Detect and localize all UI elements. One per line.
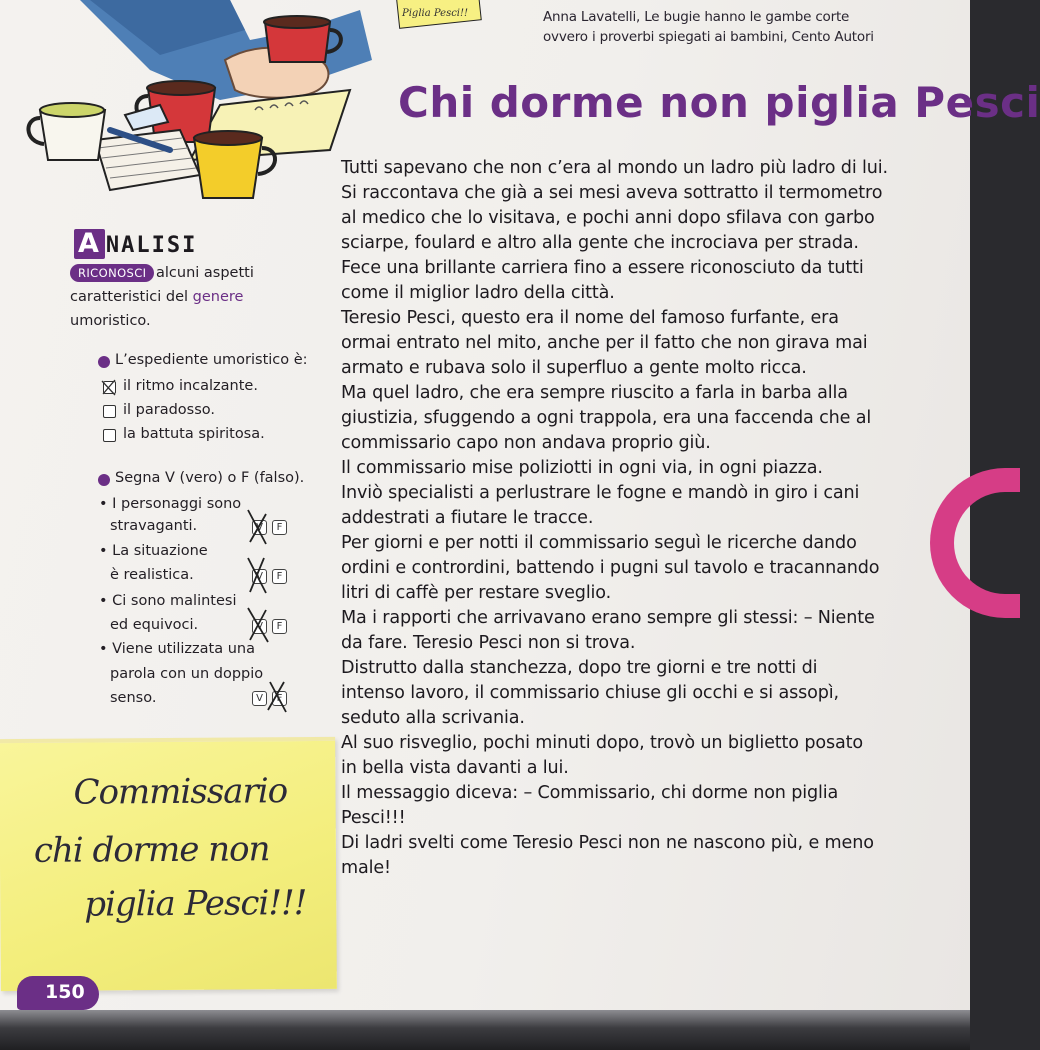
story-line: Si raccontava che già a sei mesi aveva sottratto il termometro [341,183,883,203]
story-line: Al suo risveglio, pochi minuti dopo, trovò un biglietto posato [341,733,863,753]
analysis-intro [70,289,243,305]
option-label: la battuta spiritosa. [123,426,265,442]
option-checkbox[interactable] [103,429,116,442]
story-line: Tutti sapevano che non c’era al mondo un ladro più ladro di lui. [341,158,888,178]
page-bottom-shadow [0,1010,970,1050]
option-checkbox[interactable] [103,381,116,394]
story-line: al medico che lo visitava, e pochi anni dopo sfilava con garbo [341,208,875,228]
question-1: L’espediente umoristico è: [115,352,308,368]
option-checkbox[interactable] [103,405,116,418]
note-line: piglia Pesci!!! [84,883,307,925]
story-line: ordini e contrordini, battendo i pugni sul tavolo e tracannando [341,558,880,578]
story-line: Il commissario mise poliziotti in ogni via, in ogni piazza. [341,458,823,478]
question-bullet-icon [98,356,110,368]
check-mark-icon [101,379,114,392]
paper-stack [95,130,200,190]
story-title: Chi dorme non piglia Pesci [398,78,1040,127]
analysis-intro: alcuni aspetti [156,265,254,281]
analysis-intro: umoristico. [70,313,151,329]
option-label: il paradosso. [123,402,216,418]
story-line: Inviò specialisti a perlustrare le fogne e mandò in giro i cani [341,483,860,503]
analysis-intro-text: caratteristici del [70,289,189,305]
story-line: in bella vista davanti a lui. [341,758,569,778]
answer-marks [240,500,300,715]
story-line: armato e rubava solo il superfluo a gente molto ricca. [341,358,807,378]
cross-mark-icon [268,682,286,712]
statement-text: Ci sono malintesi [112,593,237,609]
analysis-heading-rest: NALISI [105,233,198,258]
edge-decoration [930,468,1020,618]
question-bullet-icon [98,474,110,486]
statement-text: Viene utilizzata una [112,641,255,657]
story-line: giustizia, sfuggendo a ogni trappola, era una faccenda che al [341,408,872,428]
story-line: come il miglior ladro della città. [341,283,615,303]
story-line: seduto alla scrivania. [341,708,525,728]
story-line: addestrati a fiutare le tracce. [341,508,594,528]
question-2: Segna V (vero) o F (falso). [115,470,305,486]
story-line: ormai entrato nel mito, anche per il fatto che non girava mai [341,333,868,353]
statement-line: • I personaggi sono [99,496,242,512]
statement-line: • La situazione [99,543,208,559]
sticky-note [0,737,337,991]
f-box[interactable]: F [272,569,287,584]
story-line: litri di caffè per restare sveglio. [341,583,612,603]
statement-text: La situazione [112,543,208,559]
book-subtitle: ovvero i proverbi spiegati ai bambini, Cento Autori [543,29,874,45]
story-line: Ma i rapporti che arrivavano erano sempre gli stessi: – Niente [341,608,875,628]
story-line: Fece una brillante carriera fino a essere riconosciuto da tutti [341,258,864,278]
story-line: Di ladri svelti come Teresio Pesci non ne nascono più, e meno [341,833,874,853]
option-label: il ritmo incalzante. [123,378,258,394]
v-box[interactable]: V [252,619,267,634]
story-line: da fare. Teresio Pesci non si trova. [341,633,636,653]
analysis-heading [74,229,197,259]
story-line: Distrutto dalla stanchezza, dopo tre giorni e tre notti di [341,658,818,678]
cross-mark-icon [248,608,268,642]
f-box[interactable]: F [272,619,287,634]
v-box[interactable]: V [252,691,267,706]
story-line: male! [341,858,391,878]
note-line: Commissario [73,771,288,813]
statement-line: • Ci sono malintesi [99,593,237,609]
story-line: Per giorni e per notti il commissario seguì le ricerche dando [341,533,857,553]
story-line: intenso lavoro, il commissario chiuse gli occhi e si assopì, [341,683,839,703]
cup-white-left [28,103,105,160]
statement-text: I personaggi sono [112,496,242,512]
f-box[interactable]: F [272,691,287,706]
riconosci-badge: RICONOSCI [70,264,154,282]
page-number: 150 [17,976,99,1010]
v-box[interactable]: V [252,520,267,535]
note-line: chi dorme non [33,829,270,871]
statement-line: • Viene utilizzata una [99,641,255,657]
statement-line: è realistica. [110,567,194,583]
genre-highlight: genere [192,289,244,305]
cross-mark-icon [248,558,266,593]
statement-line: parola con un doppio [110,666,264,682]
statement-line: senso. [110,690,157,706]
story-line: commissario capo non andava proprio giù. [341,433,711,453]
v-box[interactable]: V [252,569,267,584]
author-credit: Anna Lavatelli, Le bugie hanno le gambe corte [543,9,850,25]
story-line: Pesci!!! [341,808,406,828]
story-line: sciarpe, foulard e altro alla gente che incrociava per strada. [341,233,859,253]
statement-line: ed equivoci. [110,617,199,633]
story-line: Il messaggio diceva: – Commissario, chi dorme non piglia [341,783,839,803]
f-box[interactable]: F [272,520,287,535]
analysis-initial: A [74,229,105,259]
cross-mark-icon [248,510,266,544]
story-line: Ma quel ladro, che era sempre riuscito a farla in barba alla [341,383,848,403]
coffee-cups-illustration [0,0,469,200]
story-line: Teresio Pesci, questo era il nome del famoso furfante, era [341,308,839,328]
statement-line: stravaganti. [110,518,198,534]
small-note-text: Piglia Pesci!! [402,8,469,19]
